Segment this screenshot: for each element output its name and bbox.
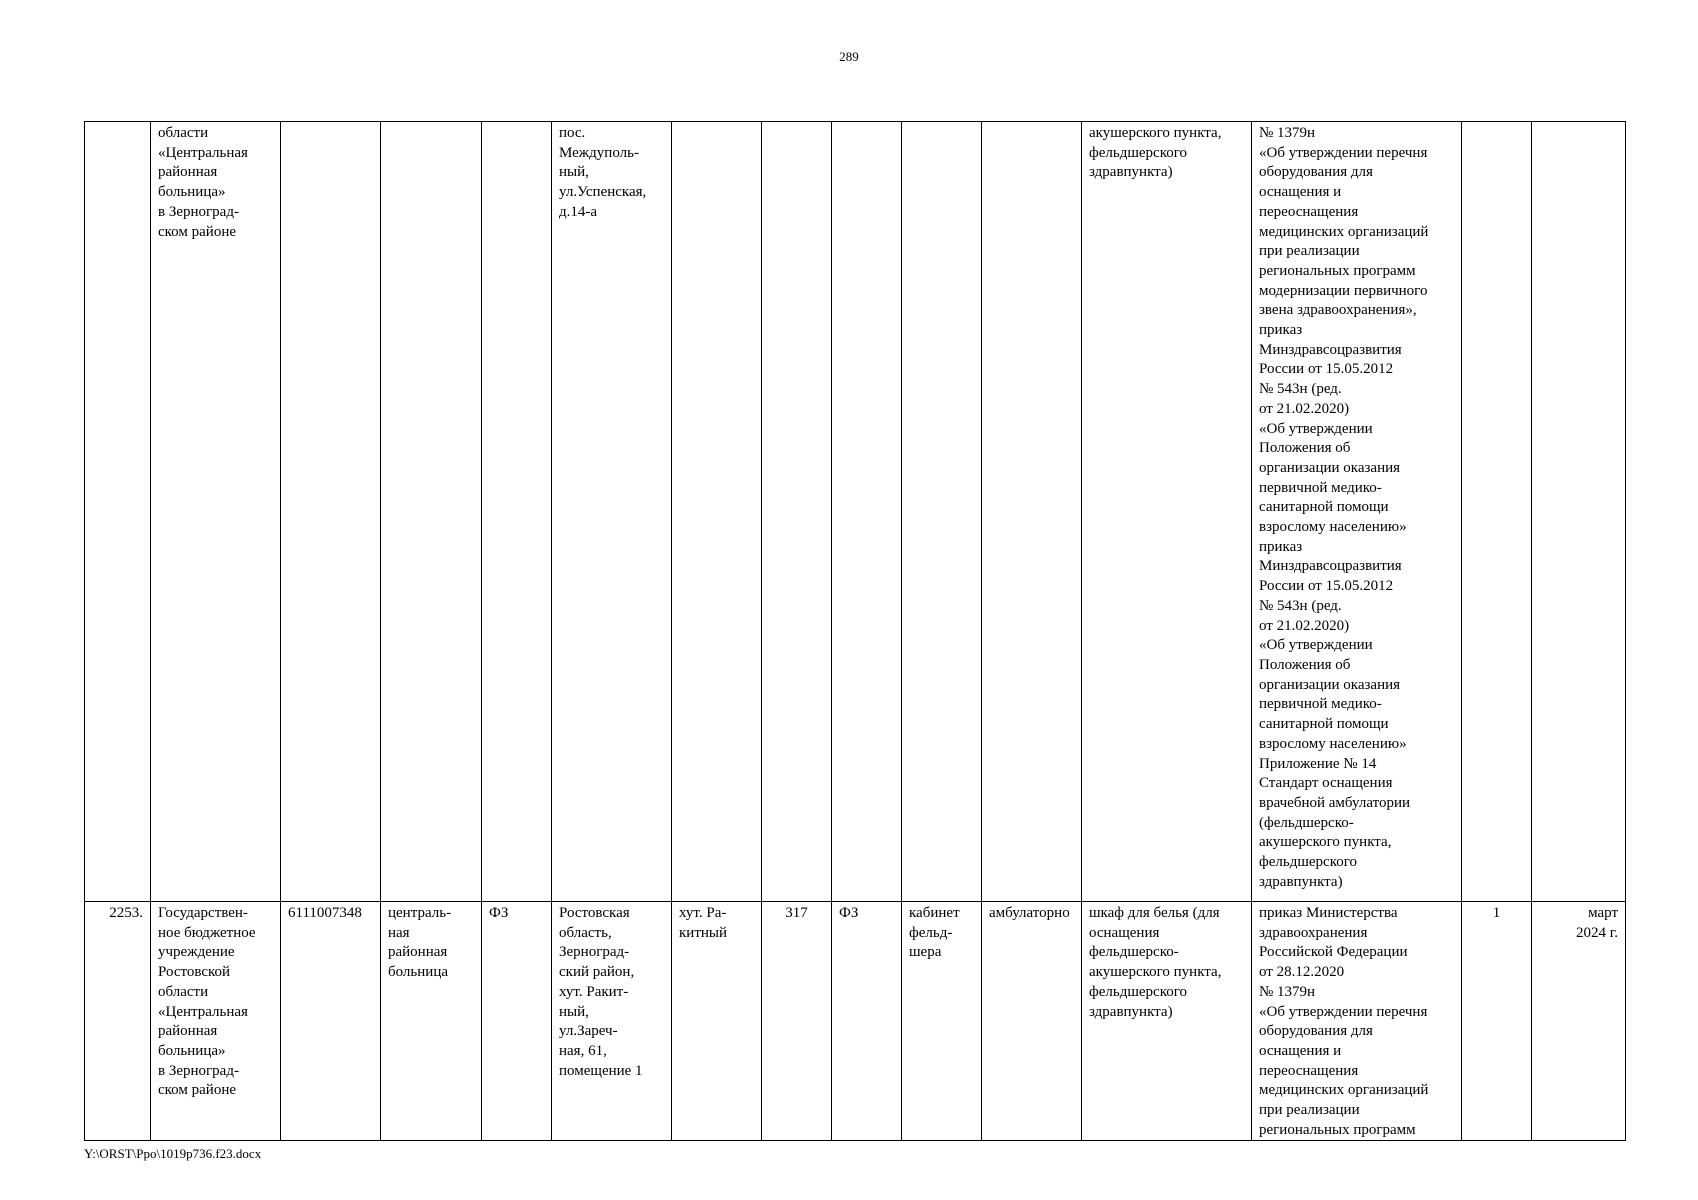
cell-quantity: 1	[1462, 902, 1532, 1141]
cell-care-mode: амбулаторно	[982, 902, 1082, 1141]
cell-room	[902, 122, 982, 902]
cell-date	[1532, 122, 1626, 902]
cell-date: март 2024 г.	[1532, 902, 1626, 1141]
register-table	[84, 121, 1626, 1141]
cell-address: пос. Междуполь- ный, ул.Успенская, д.14-а	[552, 122, 672, 902]
cell-inn	[281, 122, 381, 902]
cell-inn: 6111007348	[281, 902, 381, 1141]
cell-unit-code	[832, 122, 902, 902]
cell-care-mode	[982, 122, 1082, 902]
page-number: 289	[839, 49, 859, 64]
cell-institution: области «Центральная районная больница» в Зерноград- ском районе	[151, 122, 281, 902]
cell-number	[85, 122, 151, 902]
cell-legal-basis: № 1379н «Об утверждении перечня оборудования для оснащения и переоснащения медицинских организаций при реализации региональных программ модернизации первичного звена здравоохранения», приказ Минздравсоцразвития России от 15.05.2012 № 543н (ред. от 21.02.2020) «Об утверждении Положения об организации оказания первичной медико- санитарной помощи взрослому населению» приказ Минздравсоцразвития России от 15.05.2012 № 543н (ред. от 21.02.2020) «Об утверждении Положения об организации оказания первичной медико- санитарной помощи взрослому населению» Приложение № 14 Стандарт оснащения врачебной амбулатории (фельдшерско- акушерского пункта, фельдшерского здравпункта)	[1252, 122, 1462, 902]
cell-locality	[672, 122, 762, 902]
cell-institution-type	[381, 122, 482, 902]
cell-legal-basis: приказ Министерства здравоохранения Российской Федерации от 28.12.2020 № 1379н «Об утверждении перечня оборудования для оснащения и переоснащения медицинских организаций при реализации региональных программ	[1252, 902, 1462, 1141]
cell-unit-code: ФЗ	[832, 902, 902, 1141]
cell-institution-type: централь- ная районная больница	[381, 902, 482, 1141]
cell-room: кабинет фельд- шера	[902, 902, 982, 1141]
cell-address: Ростовская область, Зерноград- ский район, хут. Ракит- ный, ул.Зареч- ная, 61, помещение 1	[552, 902, 672, 1141]
file-path-footer: Y:\ORST\Ppo\1019p736.f23.docx	[84, 1146, 262, 1161]
cell-equipment: шкаф для белья (для оснащения фельдшерско- акушерского пункта, фельдшерского здравпункта)	[1082, 902, 1252, 1141]
cell-locality: хут. Ра- китный	[672, 902, 762, 1141]
table-row	[85, 902, 1626, 1141]
cell-code	[482, 122, 552, 902]
cell-equipment: акушерского пункта, фельдшерского здравпункта)	[1082, 122, 1252, 902]
cell-quantity	[1462, 122, 1532, 902]
cell-number: 2253.	[85, 902, 151, 1141]
cell-count: 317	[762, 902, 832, 1141]
cell-institution: Государствен- ное бюджетное учреждение Ростовской области «Центральная районная больница» в Зерноград- ском районе	[151, 902, 281, 1141]
cell-code: ФЗ	[482, 902, 552, 1141]
table-row	[85, 122, 1626, 902]
cell-count	[762, 122, 832, 902]
